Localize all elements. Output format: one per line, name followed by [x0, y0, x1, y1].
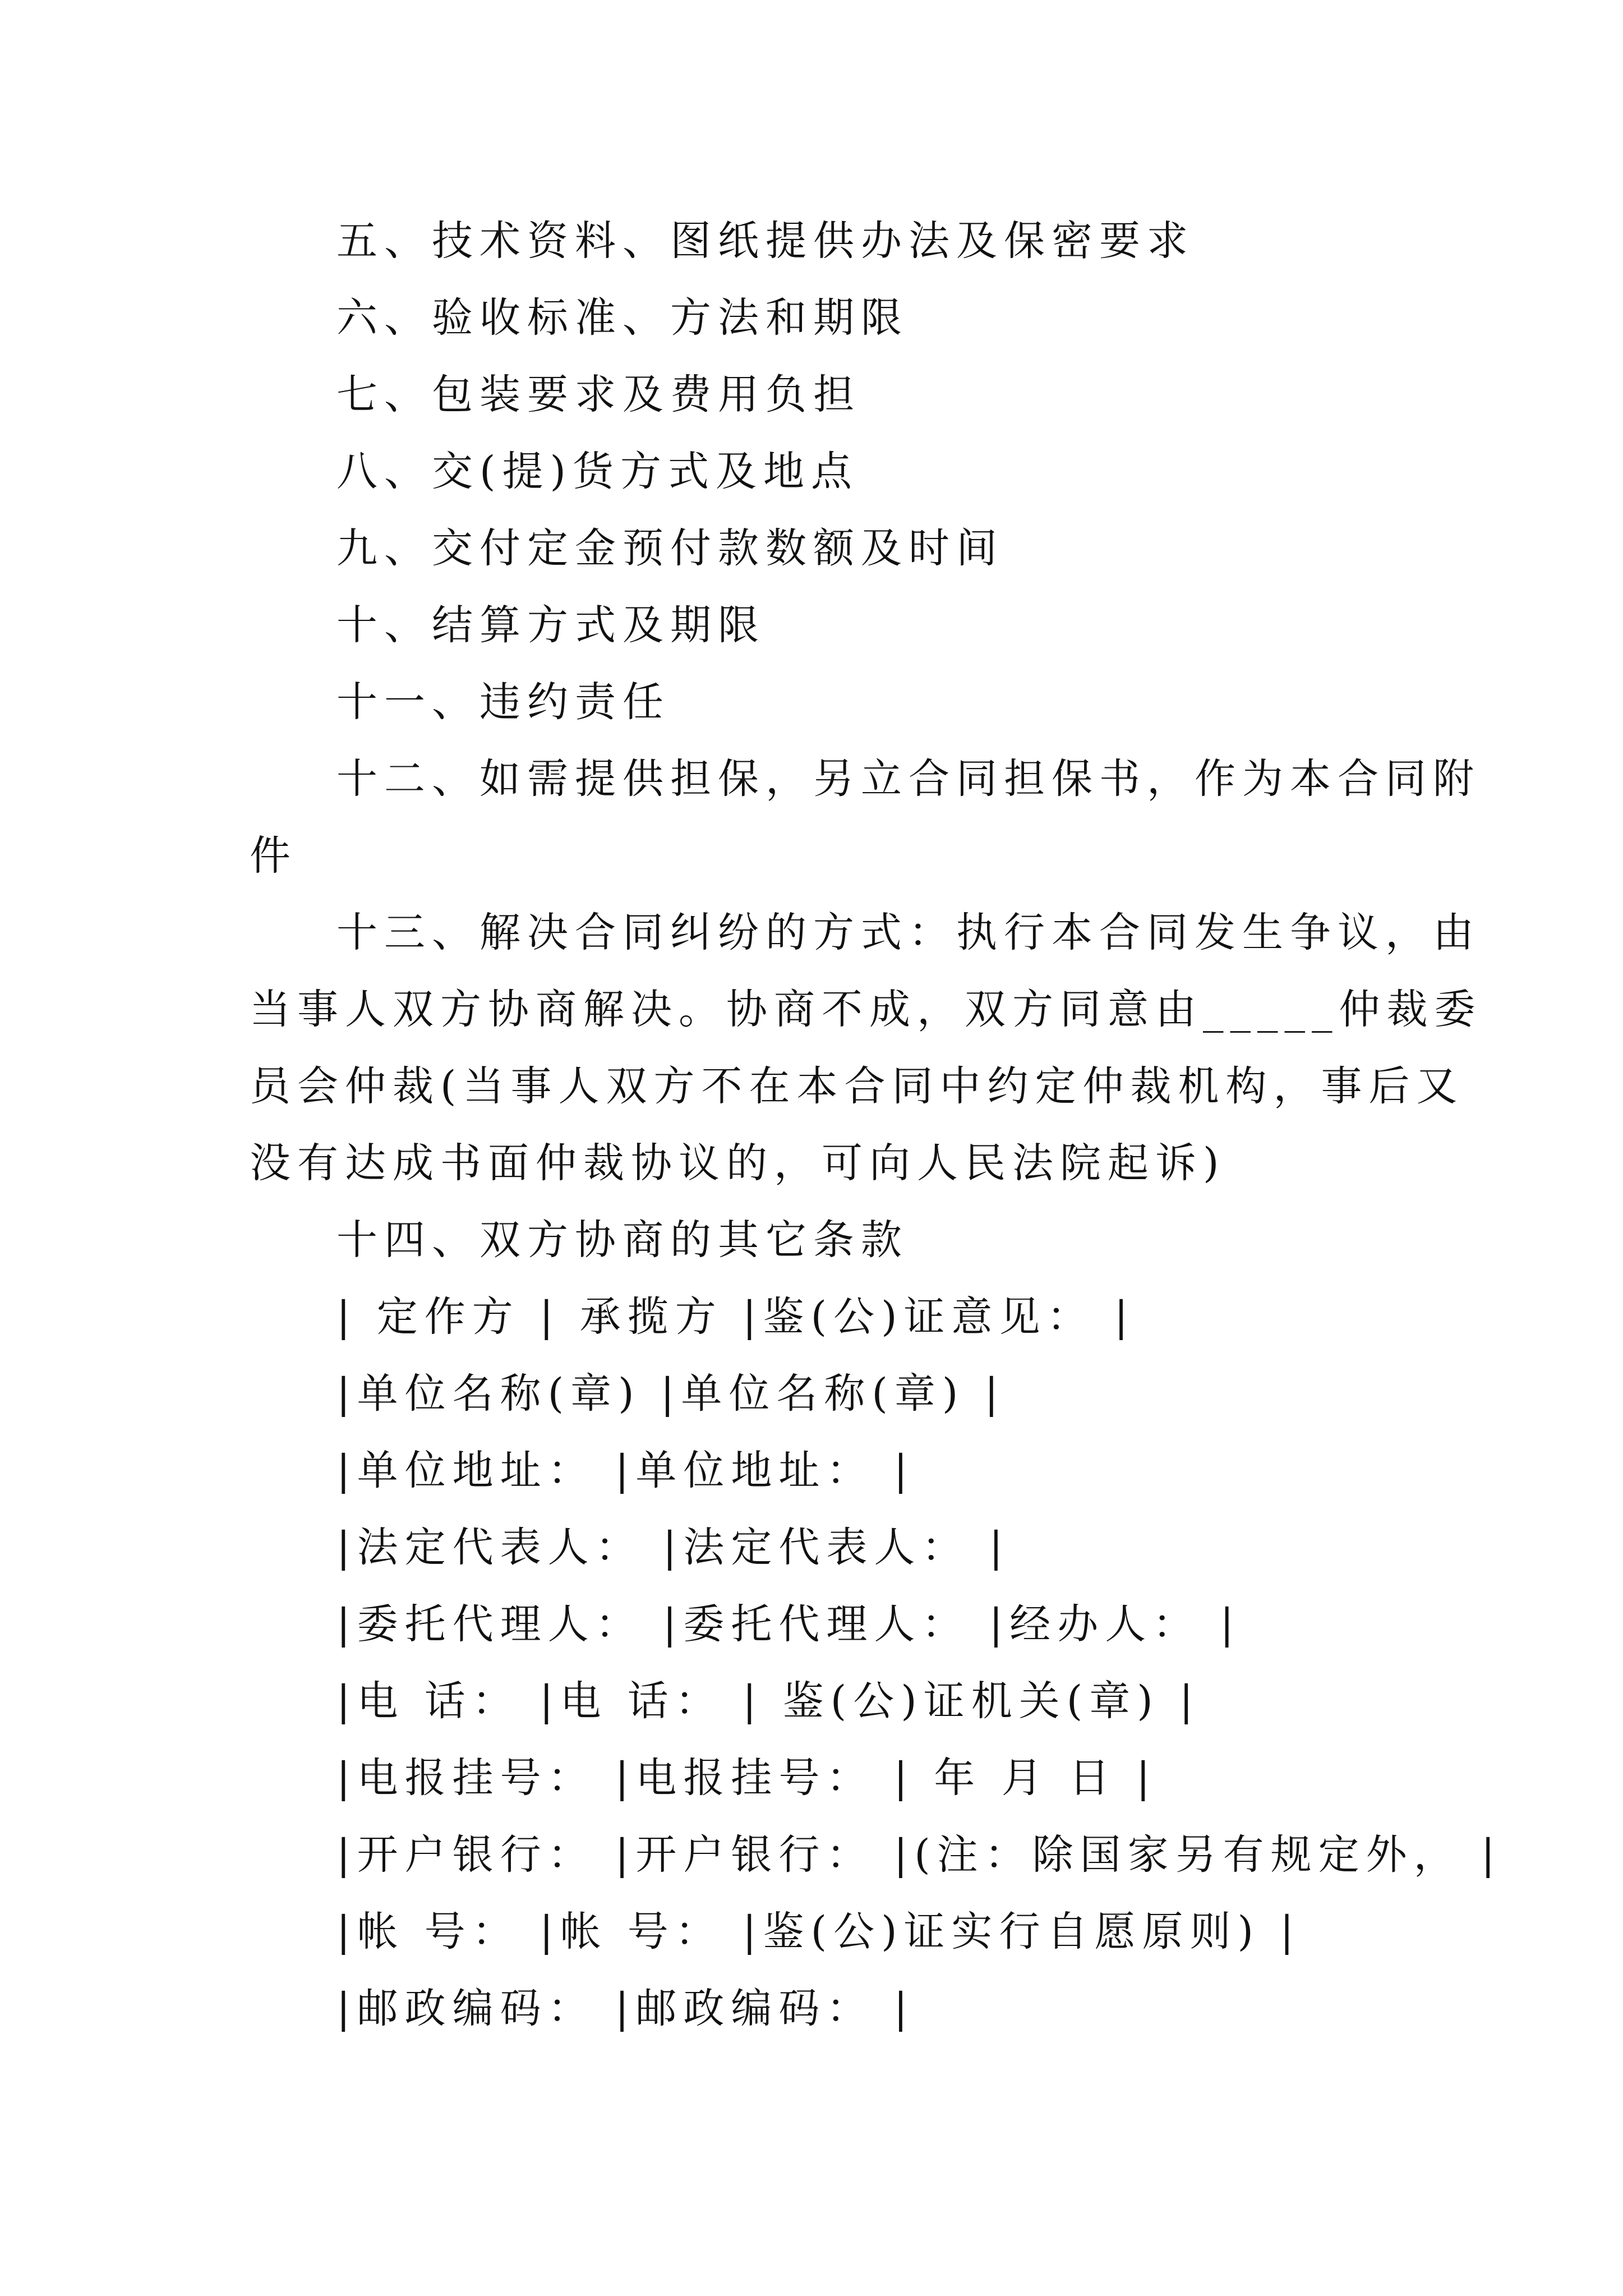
- signature-row-unit-address: |单位地址： |单位地址： |: [336, 1447, 915, 1494]
- clause-9: 九、交付定金预付款数额及时间: [336, 524, 1004, 572]
- signature-row-agent: |委托代理人： |委托代理人： |经办人： |: [336, 1600, 1241, 1648]
- signature-row-header: | 定作方 | 承揽方 |鉴(公)证意见： |: [336, 1293, 1135, 1341]
- clause-5: 五、技术资料、图纸提供办法及保密要求: [336, 217, 1195, 265]
- clause-12-line-2: 件: [250, 832, 297, 880]
- clause-11: 十一、违约责任: [336, 678, 670, 726]
- clause-13-line-3: 员会仲裁(当事人双方不在本合同中约定仲裁机构，事后又: [250, 1062, 1464, 1110]
- clause-8: 八、交(提)货方式及地点: [336, 448, 859, 495]
- clause-13-line-1: 十三、解决合同纠纷的方式：执行本合同发生争议，由: [336, 909, 1481, 956]
- clause-13-line-2: 当事人双方协商解决。协商不成，双方同意由_____仲裁委: [250, 986, 1482, 1033]
- signature-row-phone: |电 话： |电 话： | 鉴(公)证机关(章) |: [336, 1677, 1200, 1725]
- clause-6: 六、验收标准、方法和期限: [336, 294, 909, 342]
- clause-10: 十、结算方式及期限: [336, 601, 766, 649]
- clause-13-line-4: 没有达成书面仲裁协议的，可向人民法院起诉): [250, 1139, 1226, 1187]
- signature-row-bank: |开户银行： |开户银行： |(注：除国家另有规定外， |: [336, 1831, 1502, 1879]
- signature-row-unit-name: |单位名称(章) |单位名称(章) |: [336, 1370, 1006, 1418]
- clause-12-line-1: 十二、如需提供担保，另立合同担保书，作为本合同附: [336, 755, 1481, 803]
- signature-row-telegraph: |电报挂号： |电报挂号： | 年 月 日 |: [336, 1754, 1157, 1802]
- clause-7: 七、包装要求及费用负担: [336, 371, 861, 418]
- signature-row-account: |帐 号： |帐 号： |鉴(公)证实行自愿原则) |: [336, 1908, 1301, 1955]
- signature-row-postcode: |邮政编码： |邮政编码： |: [336, 1985, 915, 2032]
- signature-row-legal-rep: |法定代表人： |法定代表人： |: [336, 1524, 1010, 1571]
- clause-14: 十四、双方协商的其它条款: [336, 1216, 909, 1264]
